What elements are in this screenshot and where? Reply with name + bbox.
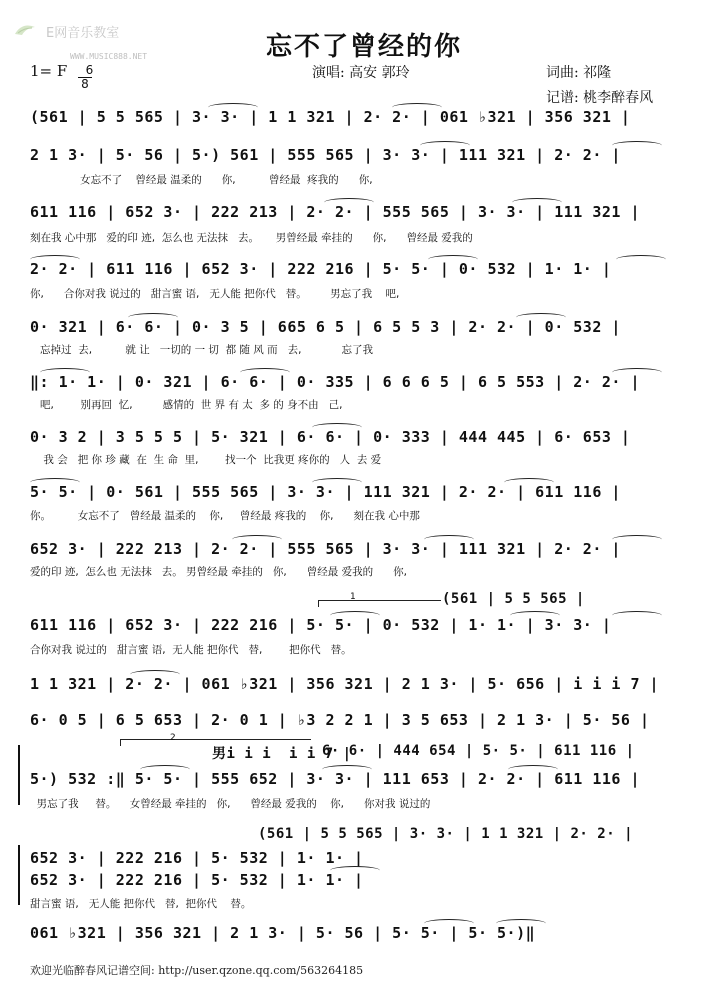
slur-mark	[504, 478, 554, 487]
slur-mark	[496, 919, 546, 928]
song-title: 忘不了曾经的你	[265, 32, 462, 62]
slur-mark	[128, 313, 178, 322]
slur-mark	[140, 765, 190, 774]
score-line-5: 0· 321 | 6· 6· | 0· 3 5 | 665 6 5 | 6 5 5 3 | 2· 2· | 0· 532 |	[30, 318, 621, 336]
slur-mark	[330, 866, 380, 875]
score-line-15: 652 3· | 222 216 | 5· 532 | 1· 1· |	[30, 849, 364, 867]
score-line-4: 2· 2· | 611 116 | 652 3· | 222 216 | 5· 5· | 0· 532 | 1· 1· |	[30, 260, 612, 278]
slur-mark	[312, 478, 362, 487]
lyrics-line-2: 女忘不了 曾经最 温柔的 你, 曾经最 疼我的 你,	[30, 174, 373, 186]
slur-mark	[30, 478, 80, 487]
score-line-3: 611 116 | 652 3· | 222 213 | 2· 2· | 555 565 | 3· 3· | 111 321 |	[30, 203, 640, 221]
slur-mark	[420, 141, 470, 150]
slur-mark	[512, 198, 562, 207]
slur-mark	[424, 535, 474, 544]
transcriber-credit: 记谱: 桃李醉春风	[546, 90, 654, 106]
lyrics-line-3: 刻在我 心中那 爱的印 迹, 怎么也 无法抹 去。 男曾经最 牵挂的 你, 曾经最 爱我的	[30, 232, 473, 244]
score-line-8: 5· 5· | 0· 561 | 555 565 | 3· 3· | 111 321 | 2· 2· | 611 116 |	[30, 483, 621, 501]
lyrics-line-13: 男忘了我 替。 女曾经最 牵挂的 你, 曾经最 爱我的 你, 你对我 说过的	[30, 798, 431, 810]
key-signature: 1= F	[30, 62, 68, 80]
time-signature: 6 8	[78, 54, 92, 90]
score-line-14: (561 | 5 5 565 | 3· 3· | 1 1 321 | 2· 2· |	[258, 826, 634, 842]
slur-mark	[30, 255, 80, 264]
slur-mark	[508, 765, 558, 774]
slur-mark	[130, 670, 180, 679]
slur-mark	[424, 919, 474, 928]
score-line-9: 652 3· | 222 213 | 2· 2· | 555 565 | 3· 3· | 111 321 | 2· 2· |	[30, 540, 621, 558]
lyrics-line-6: 吧, 别再回 忆, 感情的 世 界 有 太 多 的 身不由 己,	[30, 399, 343, 411]
volta-2-label: 2	[170, 733, 176, 743]
score-line-6: ‖: 1· 1· | 0· 321 | 6· 6· | 0· 335 | 6 6 6 5 | 6 5 553 | 2· 2· |	[30, 373, 640, 391]
lyrics-line-9: 爱的印 迹, 怎么也 无法抹 去。 男曾经最 牵挂的 你, 曾经最 爱我的 你,	[30, 566, 407, 578]
slur-mark	[330, 611, 380, 620]
footer-link-text: 欢迎光临醉春风记谱空间: http://user.qzone.qq.com/563264185	[30, 964, 364, 977]
score-line-12: 6· 0 5 | 6 5 653 | 2· 0 1 | ♭3 2 2 1 | 3 5 653 | 2 1 3· | 5· 56 |	[30, 711, 650, 729]
score-insert-a: (561 | 5 5 565 |	[442, 591, 585, 607]
score-insert-b: 男i i i i i 7 |	[212, 746, 352, 762]
lyrics-line-7: 我 会 把 你 珍 藏 在 生 命 里, 找一个 比我更 疼你的 人 去 爱	[30, 454, 382, 466]
score-line-17: 061 ♭321 | 356 321 | 2 1 3· | 5· 56 | 5· 5· | 5· 5·)‖	[30, 924, 536, 942]
slur-mark	[322, 765, 372, 774]
score-line-10: 611 116 | 652 3· | 222 216 | 5· 5· | 0· 532 | 1· 1· | 3· 3· |	[30, 616, 612, 634]
composer-credit: 词曲: 祁隆	[546, 65, 612, 81]
volta-1-label: 1	[350, 592, 356, 602]
score-insert-b2: 6· 6· | 444 654 | 5· 5· | 611 116 |	[322, 743, 635, 759]
score-line-7: 0· 3 2 | 3 5 5 5 | 5· 321 | 6· 6· | 0· 333 | 444 445 | 6· 653 |	[30, 428, 631, 446]
lyrics-line-16: 甜言蜜 语, 无人能 把你代 替, 把你代 替。	[30, 898, 252, 910]
slur-mark	[616, 255, 666, 264]
system-bracket-a	[18, 745, 20, 805]
slur-mark	[612, 611, 662, 620]
watermark-text: E网音乐教室	[46, 26, 120, 41]
slur-mark	[612, 368, 662, 377]
slur-mark	[392, 103, 442, 112]
slur-mark	[312, 423, 362, 432]
slur-mark	[40, 368, 90, 377]
score-line-2: 2 1 3· | 5· 56 | 5·) 561 | 555 565 | 3· 3· | 111 321 | 2· 2· |	[30, 146, 621, 164]
slur-mark	[232, 535, 282, 544]
slur-mark	[612, 141, 662, 150]
slur-mark	[612, 535, 662, 544]
score-line-13: 5·) 532 :‖ 5· 5· | 555 652 | 3· 3· | 111 653 | 2· 2· | 611 116 |	[30, 770, 640, 788]
lyrics-line-8: 你。 女忘不了 曾经最 温柔的 你, 曾经最 疼我的 你, 刻在我 心中那	[30, 510, 420, 522]
slur-mark	[428, 255, 478, 264]
slur-mark	[324, 198, 374, 207]
watermark-url: WWW.MUSIC888.NET	[70, 52, 148, 61]
slur-mark	[516, 313, 566, 322]
lyrics-line-5: 忘掉过 去, 就 让 一切的 一 切 都 随 风 而 去, 忘了我	[30, 344, 374, 356]
slur-mark	[208, 103, 258, 112]
slur-mark	[240, 368, 290, 377]
score-line-1: (561 | 5 5 565 | 3· 3· | 1 1 321 | 2· 2· | 061 ♭321 | 356 321 |	[30, 108, 631, 126]
score-line-16: 652 3· | 222 216 | 5· 532 | 1· 1· |	[30, 871, 364, 889]
lyrics-line-4: 你, 合你对我 说过的 甜言蜜 语, 无人能 把你代 替。 男忘了我 吧,	[30, 288, 400, 300]
volta-bracket-1	[318, 600, 441, 607]
singers-credit: 演唱: 高安 郭玲	[312, 65, 410, 81]
slur-mark	[510, 611, 560, 620]
system-bracket-b	[18, 845, 20, 905]
lyrics-line-10: 合你对我 说过的 甜言蜜 语, 无人能 把你代 替, 把你代 替。	[30, 644, 352, 656]
score-line-11: 1 1 321 | 2· 2· | 061 ♭321 | 356 321 | 2 1 3· | 5· 656 | i i i 7 |	[30, 675, 660, 693]
